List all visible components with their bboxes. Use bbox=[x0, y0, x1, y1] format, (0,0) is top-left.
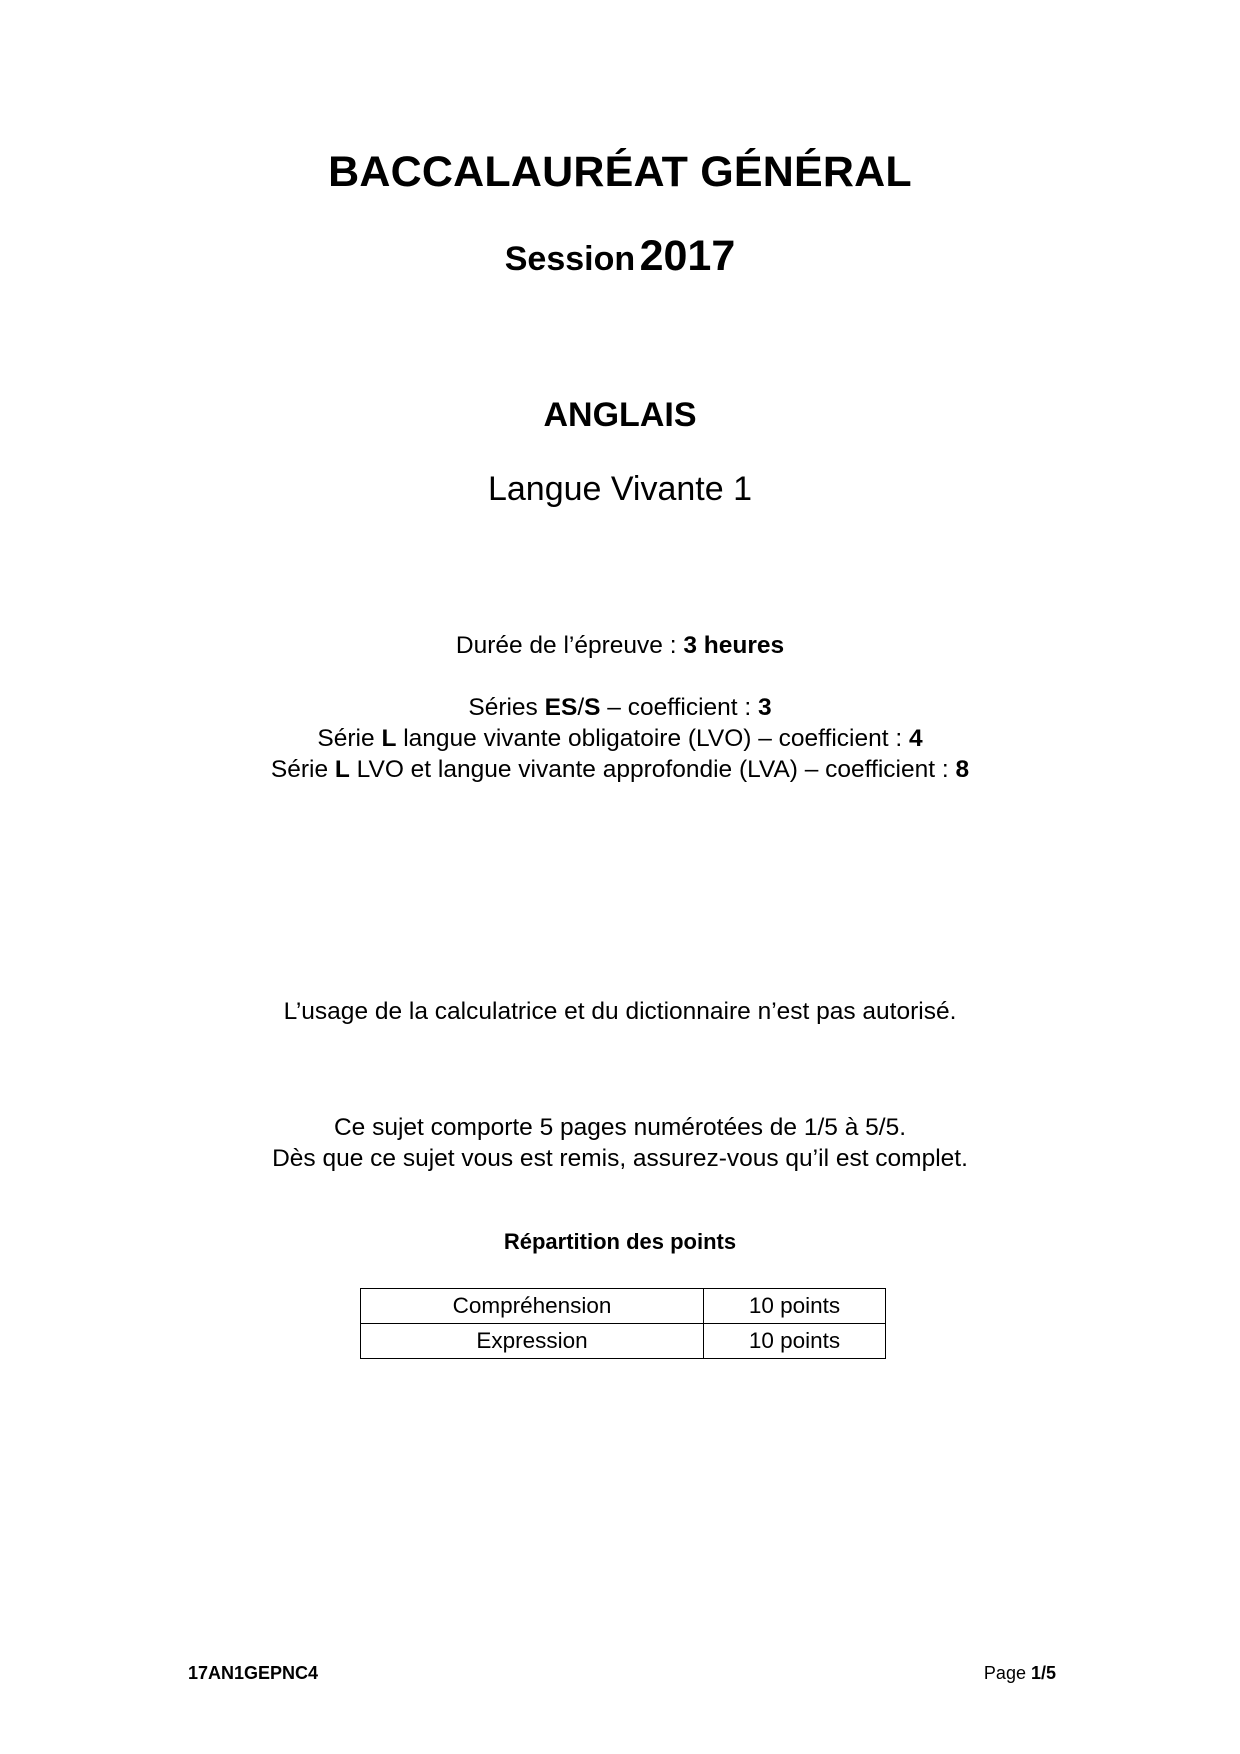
series-line bbox=[0, 723, 1240, 754]
series-text: / bbox=[577, 694, 585, 721]
series-text: langue vivante obligatoire (LVO) – coefficient : bbox=[396, 725, 909, 752]
duration-line bbox=[0, 630, 1240, 661]
session-word: Session bbox=[504, 240, 636, 278]
series-block bbox=[0, 692, 1240, 785]
part-cell: Compréhension bbox=[361, 1289, 704, 1324]
duration-label: Durée de l’épreuve : bbox=[455, 632, 684, 659]
series-text: LVO et langue vivante approfondie (LVA) – coefficient : bbox=[349, 756, 956, 783]
pages-info-line2: Dès que ce sujet vous est remis, assurez-vous qu’il est complet. bbox=[272, 1145, 968, 1172]
subject-name: ANGLAIS bbox=[543, 396, 697, 434]
points-cell: 10 points bbox=[704, 1289, 886, 1324]
repartition-title: Répartition des points bbox=[503, 1229, 737, 1254]
subject-level: Langue Vivante 1 bbox=[487, 470, 753, 508]
points-table bbox=[360, 1288, 886, 1359]
points-cell: 10 points bbox=[704, 1324, 886, 1359]
table-row bbox=[361, 1324, 886, 1359]
series-code: ES bbox=[544, 694, 578, 721]
calculator-notice: L’usage de la calculatrice et du dictionnaire n’est pas autorisé. bbox=[283, 998, 957, 1025]
pages-info bbox=[0, 1112, 1240, 1174]
series-text: Séries bbox=[468, 694, 545, 721]
page-number bbox=[984, 1663, 1056, 1684]
series-line bbox=[0, 692, 1240, 723]
exam-code: 17AN1GEPNC4 bbox=[188, 1663, 319, 1683]
session-year: 2017 bbox=[639, 232, 736, 280]
series-coefficient: 3 bbox=[758, 694, 772, 721]
series-coefficient: 8 bbox=[955, 756, 970, 783]
pages-info-line1: Ce sujet comporte 5 pages numérotées de 1/5 à 5/5. bbox=[333, 1114, 907, 1141]
page-value: 1/5 bbox=[1030, 1663, 1056, 1683]
series-code: S bbox=[584, 694, 601, 721]
duration-value: 3 heures bbox=[683, 632, 785, 659]
series-code: L bbox=[334, 756, 350, 783]
exam-title: BACCALAURÉAT GÉNÉRAL bbox=[328, 148, 912, 196]
series-coefficient: 4 bbox=[908, 725, 923, 752]
series-line bbox=[0, 754, 1240, 785]
series-text: – coefficient : bbox=[600, 694, 758, 721]
part-cell: Expression bbox=[361, 1324, 704, 1359]
session-line bbox=[0, 232, 1240, 281]
page-label: Page bbox=[983, 1663, 1031, 1683]
series-text: Série bbox=[317, 725, 382, 752]
series-text: Série bbox=[270, 756, 335, 783]
series-code: L bbox=[381, 725, 397, 752]
table-row bbox=[361, 1289, 886, 1324]
